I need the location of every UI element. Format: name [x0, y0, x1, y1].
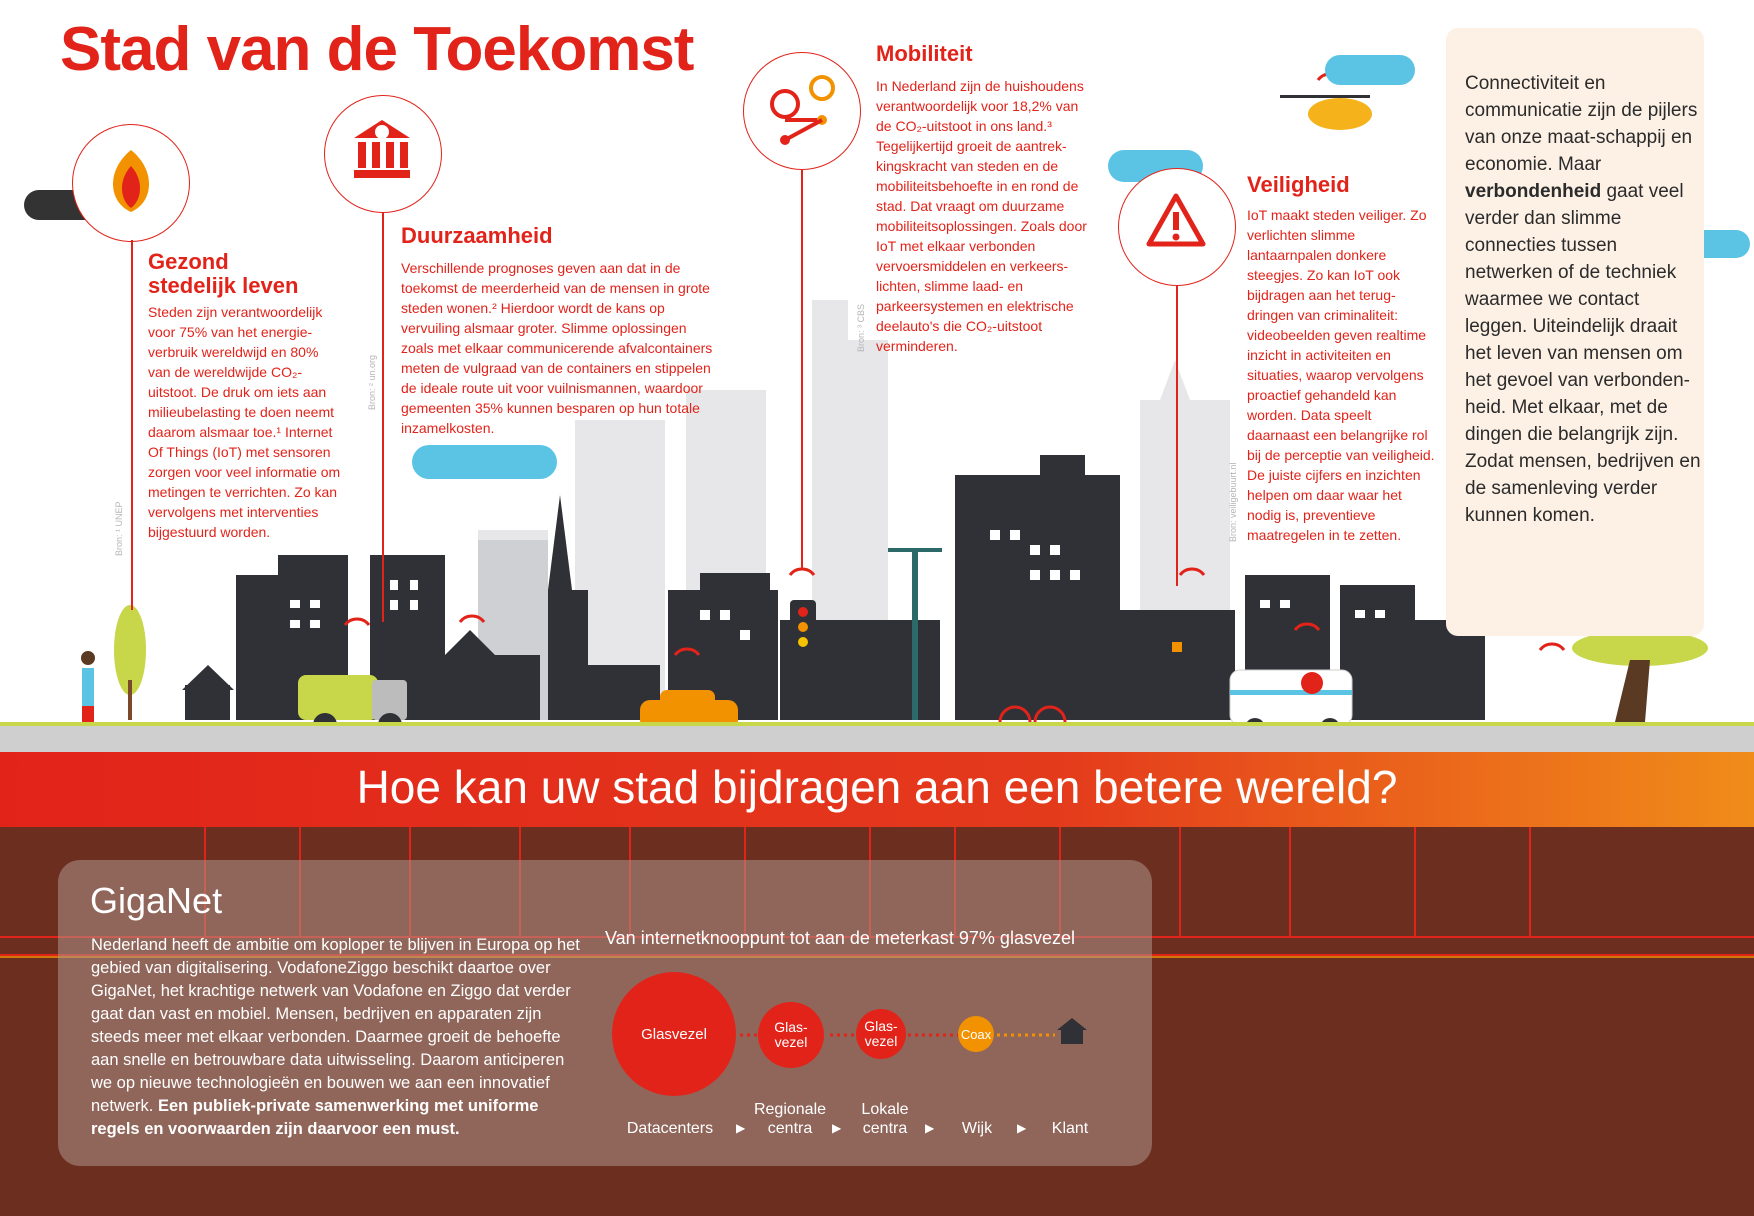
stage-datacenters: Datacenters [626, 1120, 714, 1137]
giganet-title: GigaNet [90, 880, 223, 921]
gezond-line [131, 240, 133, 610]
node-lokale: Glas- vezel [856, 1009, 906, 1059]
cloud-blue-2 [1325, 55, 1415, 85]
giganet-subtitle: Van internetknooppunt tot aan de meterkast 97% glasvezel [605, 928, 1075, 948]
veiligheid-source: Bron: veiligebuurt.nl [1228, 462, 1238, 542]
leaf-icon [104, 148, 158, 214]
veiligheid-heading: Veiligheid [1247, 172, 1350, 197]
bank-icon [352, 118, 412, 182]
route-pin-icon [765, 74, 840, 148]
page-title: Stad van de Toekomst [60, 15, 694, 84]
band-question: Hoe kan uw stad bijdragen aan een betere wereld? [356, 761, 1398, 813]
stage-klant: Klant [1051, 1120, 1089, 1137]
stage-arrow-2: ▶ [832, 1121, 842, 1135]
side-text: Connectiviteit en communicatie zijn de pijlers van onze maat-schappij en economie. Maar verbondenheid gaat veel verder dan slimme connecties tussen netwerken of de techniek waarmee we contact leggen. Uiteindelijk draait het leven van mensen om het gevoel van verbonden-heid. Met elkaar, met de dingen die belangrijk zijn. Zodat mensen, bedrijven en de samenleving verder kunnen komen. [1465, 73, 1701, 526]
node-regionale: Glas- vezel [758, 1002, 824, 1068]
mobiliteit-heading: Mobiliteit [876, 41, 973, 66]
giganet-text: Nederland heeft de ambitie om koploper te blijven in Europa op het gebied van digitalisering. VodafoneZiggo beschikt daartoe over GigaNet, het krachtige netwerk van Vodafone en Ziggo dat verder gaat dan vast en mobiel. Mensen, bedrijven en apparaten zijn steeds meer met elkaar verbonden. Daarmee groeit de behoefte aan snelle en betrouwbare data uitwisseling. Daarom anticiperen we op nieuwe technologieën en bouwen we aan een innovatief netwerk. Een publiek-private samenwerking met uniforme regels en voorwaarden zijn daarvoor een must. [91, 936, 580, 1138]
road [0, 722, 1754, 756]
veiligheid-text: IoT maakt steden veiliger. Zo verlichten slimme lantaarnpalen donkere steegjes. Zo kan IoT ook bijdragen aan het terug-dringen van criminaliteit: videobeelden geven realtime inzicht in activiteiten en situaties, waarop vervolgens proactief gehandeld kan worden. Data speelt daarnaast een belangrijke rol bij de perceptie van veiligheid. De juiste cijfers en inzichten helpen om daar waar het nodig is, preventieve maatregelen in te zetten. [1247, 207, 1435, 543]
warning-icon [1146, 192, 1206, 248]
stage-arrow-1: ▶ [736, 1121, 746, 1135]
node-wijk: Coax [958, 1016, 994, 1052]
mobiliteit-source: Bron: ³ CBS [856, 303, 866, 352]
duurzaamheid-heading: Duurzaamheid [401, 223, 553, 248]
gezond-source: Bron: ¹ UNEP [114, 501, 124, 556]
gezond-heading: Gezond stedelijk leven [148, 249, 299, 298]
stage-lokale: Lokale centra [861, 1101, 909, 1137]
cloud-blue-1 [412, 445, 557, 479]
house-icon [1056, 1016, 1088, 1046]
mobiliteit-line [801, 170, 803, 570]
stage-arrow-3: ▶ [925, 1121, 935, 1135]
duurzaamheid-line [382, 212, 384, 622]
stage-arrow-4: ▶ [1017, 1121, 1027, 1135]
stage-wijk: Wijk [961, 1120, 993, 1137]
stage-regionale: Regionale centra [753, 1101, 827, 1137]
node-datacenters: Glasvezel [612, 972, 736, 1096]
veiligheid-line [1176, 286, 1178, 586]
mobiliteit-text: In Nederland zijn de huishoudens verantwoordelijk voor 18,2% van de CO₂-uitstoot in ons land.³ Tegelijkertijd groeit de aantrek-kingskracht van steden en de mobiliteitsbehoefte in en rond de stad. Dat vraagt om duurzame mobiliteitsoplossingen. Zoals door IoT met elkaar verbonden vervoersmiddelen en verkeers-lichten, slimme laad- en parkeersystemen en elektrische deelauto's die CO₂-uitstoot verminderen. [876, 78, 1087, 354]
gezond-text: Steden zijn verantwoordelijk voor 75% van het energie-verbruik wereldwijd en 80% van de wereldwijde CO₂-uitstoot. De druk om iets aan milieubelasting te doen neemt daarom alsmaar toe.¹ Internet Of Things (IoT) met sensoren zorgen voor veel informatie om metingen te verrichten. Zo kan vervolgens met interventies bijgestuurd worden. [148, 304, 341, 540]
duurzaamheid-text: Verschillende prognoses geven aan dat in de toekomst de meerderheid van de mensen in grote steden wonen.² Hierdoor wordt de kans op vervuiling alsmaar groter. Slimme oplossingen zoals met elkaar communicerende afvalcontainers meten de vulgraad van de containers en stippelen de ideale route uit voor vuilnismannen, waardoor gemeenten 35% kunnen besparen op hun totale inzamelkosten. [401, 260, 713, 436]
duurzaamheid-source: Bron: ² un.org [367, 354, 377, 410]
